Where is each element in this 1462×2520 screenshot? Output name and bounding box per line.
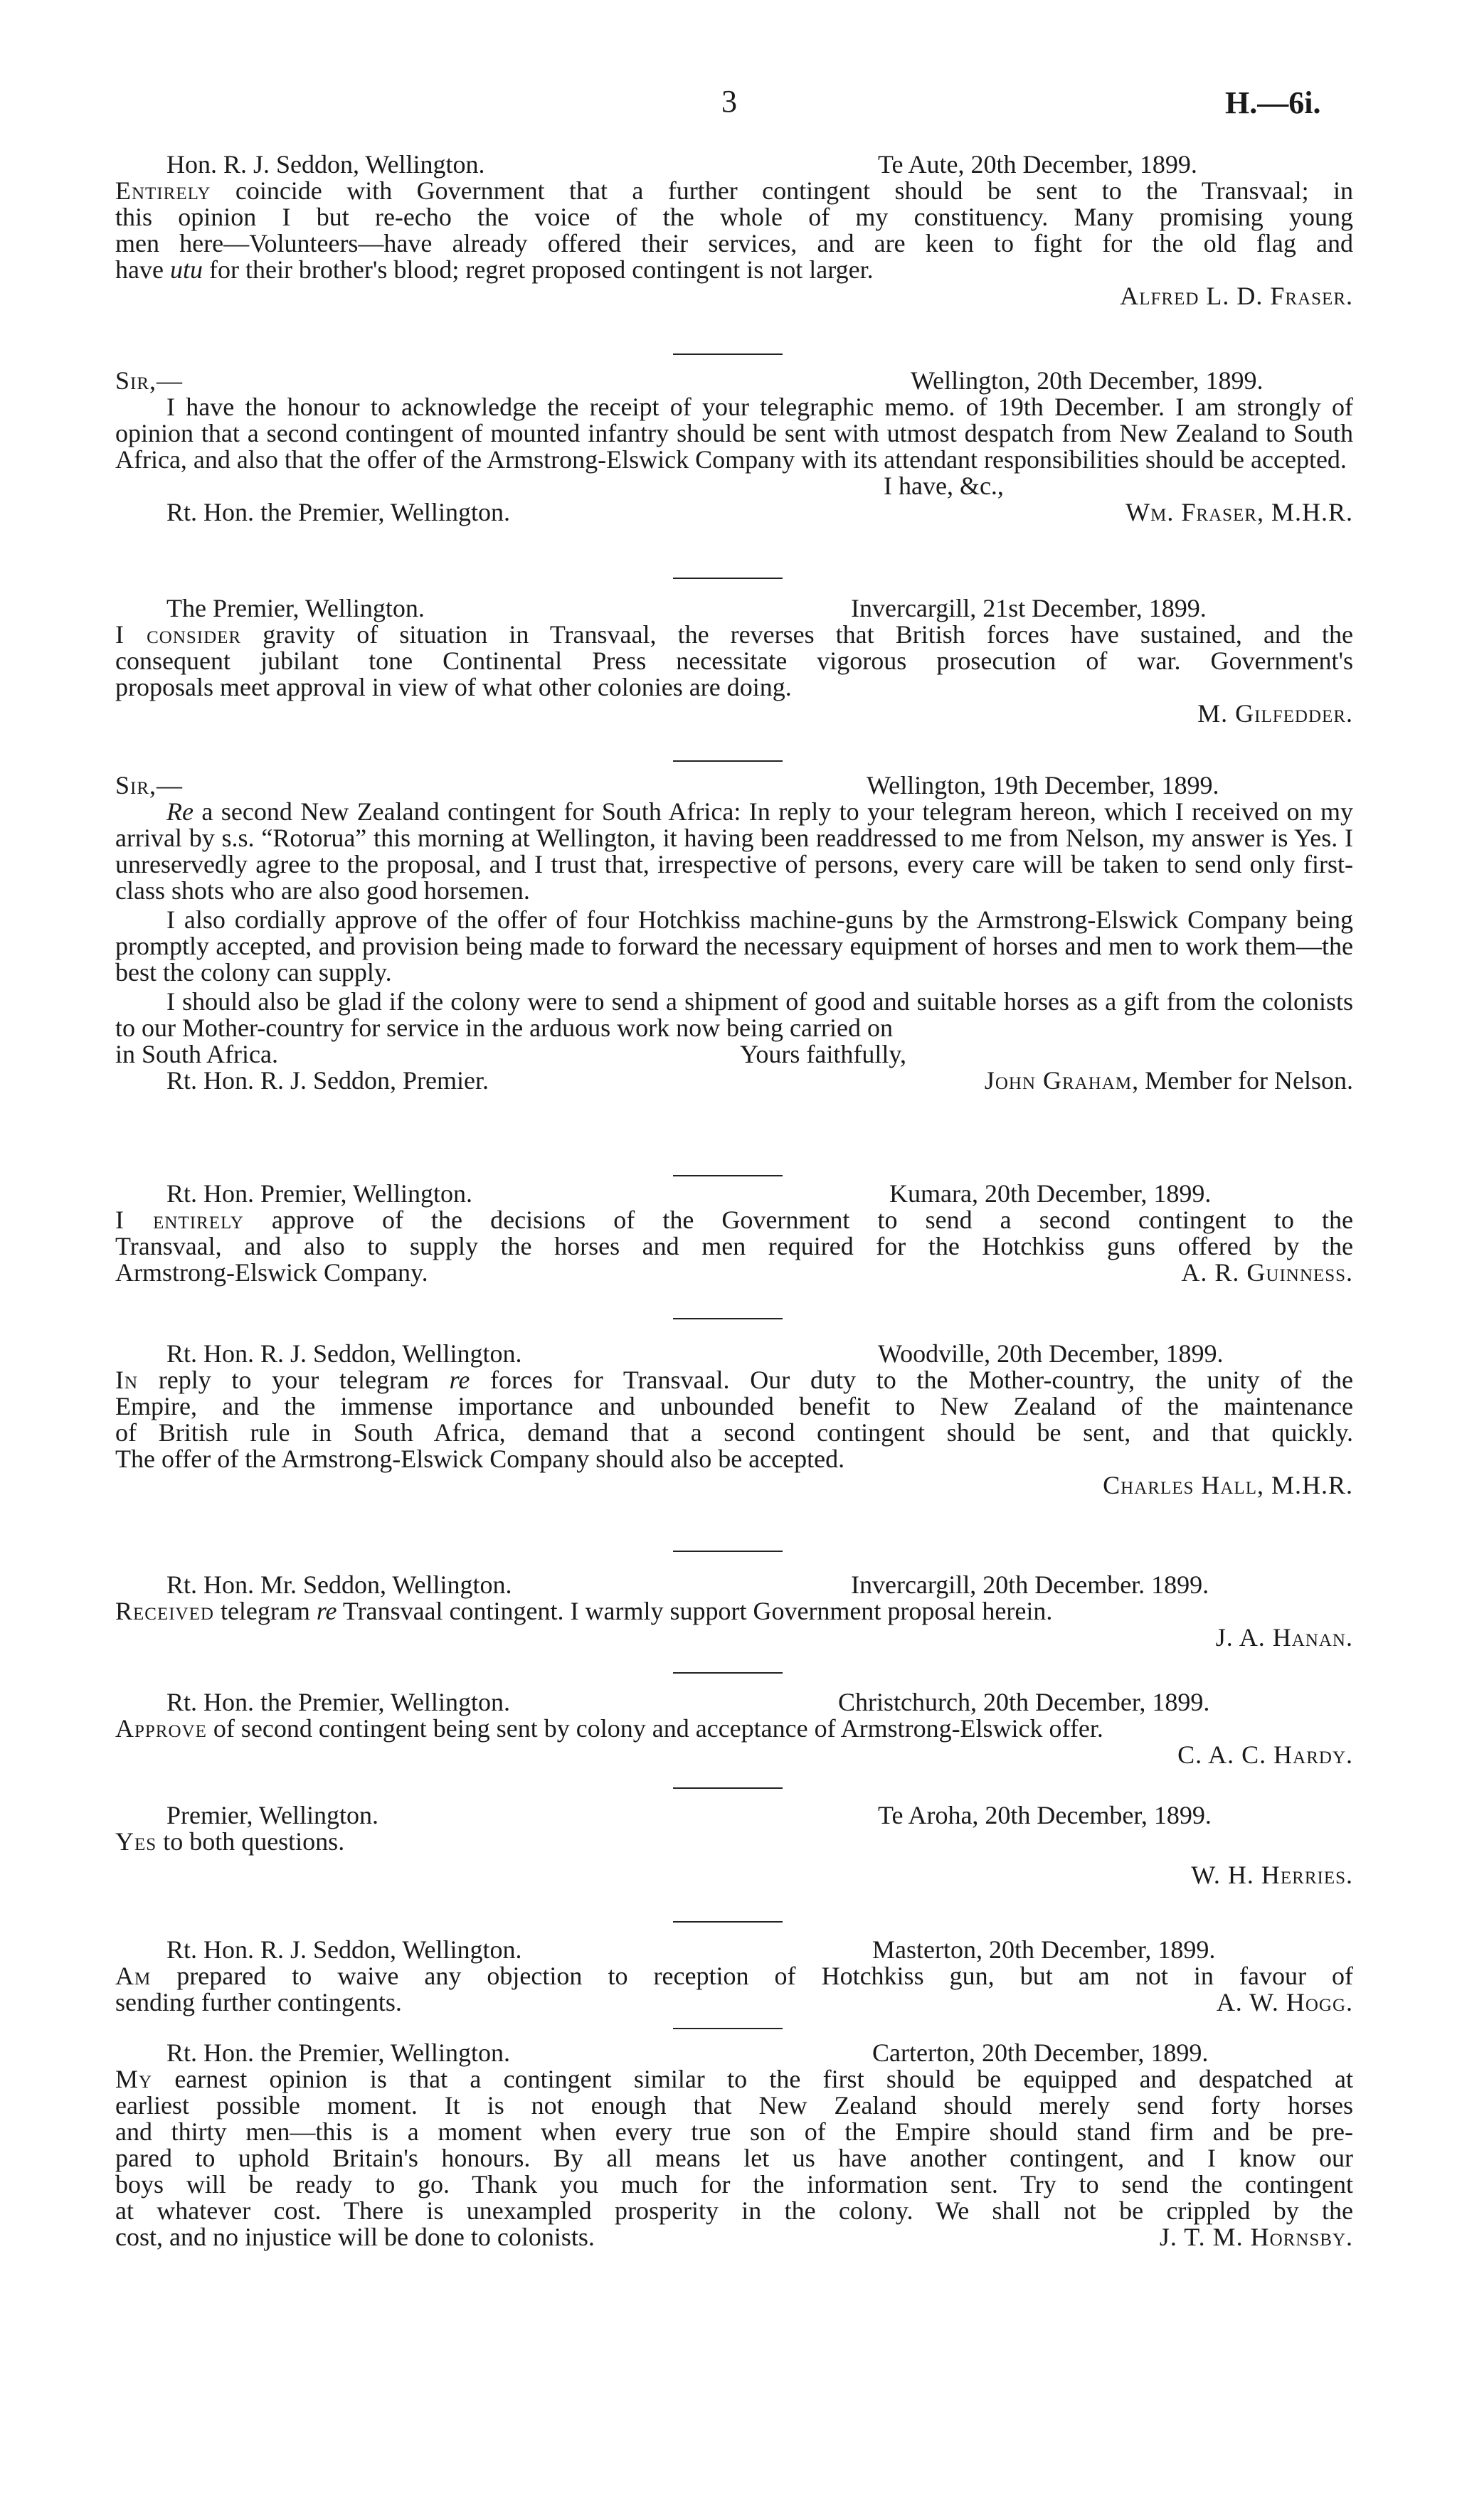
body-line: consequent jubilant tone Continental Press necessitate vigorous prosecution of war. Government's [115,647,1353,675]
document-code: H.—6i. [1225,85,1321,120]
letter-paragraph: I also cordially approve of the offer of four Hotchkiss machine-guns by the Armstrong-Elswick Company being promptly accepted, and provision being made to forward the necessary equipment of horses and men to work them—the best the colony can supply. [115,905,1353,987]
body-line: pared to uphold Britain's honours. By all means let us have another contingent, and I know our [115,2144,1353,2172]
addressee: Rt. Hon. the Premier, Wellington. [166,498,510,526]
dateline: Te Aroha, 20th December, 1899. [878,1801,1212,1829]
telegram-hogg: Rt. Hon. R. J. Seddon, Wellington. Masterton, 20th December, 1899. Am prepared to waive any objection to reception of Hotchkiss gun, but am not in favour of sending further contingents. A. W. Hogg. [115,1935,1353,2016]
dateline: Woodville, 20th December, 1899. [878,1339,1224,1368]
signature: Charles Hall, M.H.R. [1103,1471,1353,1499]
emphasis: re [316,1597,337,1625]
lead-word: My [115,2065,153,2093]
divider [673,1672,783,1674]
telegram-hanan: Rt. Hon. Mr. Seddon, Wellington. Invercargill, 20th December. 1899. Received telegram re Transvaal contingent. I warmly support Government proposal herein. J. A. Hanan. [115,1570,1353,1652]
dateline: Kumara, 20th December, 1899. [889,1179,1212,1208]
lead-word: Approve [115,1714,207,1743]
signature: J. T. M. Hornsby. [1159,2223,1353,2251]
addressee: Rt. Hon. the Premier, Wellington. [166,2038,510,2067]
divider [673,1318,783,1319]
addressee: The Premier, Wellington. [166,594,425,622]
emphasis: re [449,1366,470,1394]
body-line: coincide with Government that a further contingent should be sent to the Transvaal; in [235,176,1354,205]
signature: M. Gilfedder. [1197,699,1353,728]
lead-word: Am [115,1962,152,1990]
telegram-hornsby: Rt. Hon. the Premier, Wellington. Carterton, 20th December, 1899. My earnest opinion is that a contingent similar to the first should be equipped and despatched at earliest possible moment. It is not enough that New Zealand should merely send forty horses and thirty men—this is a moment when every true son of the Empire should stand firm and be pre- pared to uphold Britain's honours. By all means let us have another contingent, and I know our boys will be ready to go. Thank you much for the information sent. Try to send the contingent at whatever cost. There is unexampled prosperity in the colony. We shall not be crippled by the cost, and no injustice will be done to colonists. J. T. M. Hornsby. [115,2038,1353,2251]
emphasis: utu [169,255,203,284]
body-line: men here—Volunteers—have already offered their services, and are keen to fight for the old flag and [115,229,1353,257]
lead-word: Entirely [115,176,211,205]
dateline: Wellington, 20th December, 1899. [911,366,1264,395]
divider [673,1551,783,1552]
signature: J. A. Hanan. [1215,1623,1353,1652]
signature: W. H. Herries. [1191,1861,1353,1889]
body-line-tail: for their brother's blood; regret proposed contingent is not larger. [202,255,874,284]
dateline: Masterton, 20th December, 1899. [872,1935,1216,1964]
dateline: Te Aute, 20th December, 1899. [878,150,1197,179]
addressee: Rt. Hon. Premier, Wellington. [166,1179,472,1208]
divider [673,1175,783,1176]
signature: Alfred L. D. Fraser. [1120,282,1353,310]
dateline: Invercargill, 20th December. 1899. [851,1570,1209,1599]
page-number: 3 [721,84,737,119]
body-line: proposals meet approval in view of what other colonies are doing. [115,673,792,701]
dateline: Carterton, 20th December, 1899. [872,2038,1209,2067]
addressee: Rt. Hon. R. J. Seddon, Wellington. [166,1935,522,1964]
divider [673,1787,783,1789]
lead-word: I consider [115,620,242,649]
dateline: Christchurch, 20th December, 1899. [838,1688,1210,1716]
lead-word: In [115,1366,139,1394]
divider [673,1921,783,1923]
letter-paragraph: Re a second New Zealand contingent for South Africa: In reply to your telegram hereon, which I received on my arrival by s.s. “Rotorua” this morning at Wellington, it having been readdressed to me from Nelson, my answer is Yes. I unreservedly agree to the proposal, and I trust that, irrespective of persons, every care will be taken to send only first-class shots who are also good horsemen. [115,797,1353,905]
body-line: gravity of situation in Transvaal, the reverses that British forces have sustained, and the [263,620,1354,649]
letter-wm-fraser [115,368,1353,526]
letter-paragraph: I should also be glad if the colony were to send a shipment of good and suitable horses as a gift from the colonists to our Mother-country for service in the arduous work now being carried on [115,987,1353,1042]
telegram-gilfedder [115,595,1353,727]
lead-word: Received [115,1597,214,1625]
addressee: Hon. R. J. Seddon, Wellington. [166,150,485,179]
telegram-guinness [115,1181,1353,1286]
closing: I have, &c., [884,472,1004,500]
dateline: Invercargill, 21st December, 1899. [851,594,1207,622]
telegram-hardy: Rt. Hon. the Premier, Wellington. Christchurch, 20th December, 1899. Approve of second contingent being sent by colony and acceptance of Armstrong-Elswick offer. C. A. C. Hardy. [115,1688,1353,1769]
dateline: Wellington, 19th December, 1899. [867,771,1219,799]
closing: Yours faithfully, [740,1040,907,1068]
body-line: of British rule in South Africa, demand that a second contingent should be sent, and that quickly. [115,1418,1353,1447]
body-line: Armstrong-Elswick Company. [115,1258,428,1287]
signature: Wm. Fraser, M.H.R. [1125,498,1353,526]
addressee: Premier, Wellington. [166,1801,378,1829]
telegram-charles-hall: Rt. Hon. R. J. Seddon, Wellington. Woodville, 20th December, 1899. In reply to your telegram re forces for Transvaal. Our duty to the Mother-country, the unity of the Empire, and the immense importance and unbounded benefit to New Zealand of the maintenance of British rule in South Africa, demand that a second contingent should be sent, and that quickly. The offer of the Armstrong-Elswick Company should also be accepted. Charles Hall, M.H.R. [115,1339,1354,1499]
addressee: Rt. Hon. Mr. Seddon, Wellington. [166,1570,512,1599]
body-line: The offer of the Armstrong-Elswick Company should also be accepted. [115,1445,845,1473]
letter-john-graham [115,772,1353,1094]
telegram-fraser-teaute [115,151,1353,309]
body-line: approve of the decisions of the Government to send a second contingent to the [271,1206,1353,1234]
body-line: sending further contingents. [115,1988,402,2016]
addressee: Rt. Hon. the Premier, Wellington. [166,1688,510,1716]
signature: John Graham [984,1066,1133,1095]
body-line: boys will be ready to go. Thank you much for the information sent. Try to send the contingent [115,2170,1353,2199]
divider [673,2028,783,2029]
body-line: Transvaal, and also to supply the horses and men required for the Hotchkiss guns offered by the [115,1232,1353,1260]
addressee: Rt. Hon. R. J. Seddon, Premier. [166,1066,489,1095]
lead-word: Yes [115,1827,157,1856]
letter-body: I have the honour to acknowledge the receipt of your telegraphic memo. of 19th December. I am strongly of opinion that a second contingent of mounted infantry should be sent with utmost despatch from New Zealand to South Africa, and also that the offer of the Armstrong-Elswick Company with its attendant responsibilities should be accepted. [115,393,1353,474]
body-line: this opinion I but re-echo the voice of the whole of my constituency. Many promising young [115,203,1353,231]
lead-word: I entirely [115,1206,244,1234]
divider [673,760,783,762]
signature-tail: , Member for Nelson. [1132,1066,1353,1095]
salutation: Sir,— [115,366,184,395]
emphasis: Re [166,797,194,826]
body-line: at whatever cost. There is unexampled prosperity in the colony. We shall not be crippled by the [115,2196,1353,2225]
signature: A. W. Hogg. [1216,1988,1353,2016]
divider [673,353,783,355]
body-line: Empire, and the immense importance and unbounded benefit to New Zealand of the maintenance [115,1392,1353,1420]
body-line: cost, and no injustice will be done to colonists. [115,2223,595,2251]
body-line: in South Africa. [115,1040,278,1068]
body-line: have [115,255,170,284]
body-line: and thirty men—this is a moment when every true son of the Empire should stand firm and be pre- [115,2117,1353,2146]
telegram-herries: Premier, Wellington. Te Aroha, 20th December, 1899. Yes to both questions. W. H. Herries. [115,1801,1353,1889]
divider [673,578,783,579]
signature: C. A. C. Hardy. [1177,1740,1353,1769]
addressee: Rt. Hon. R. J. Seddon, Wellington. [166,1339,522,1368]
body-line: earliest possible moment. It is not enough that New Zealand should merely send forty horses [115,2091,1353,2120]
salutation: Sir,— [115,771,184,799]
signature: A. R. Guinness. [1181,1258,1353,1287]
